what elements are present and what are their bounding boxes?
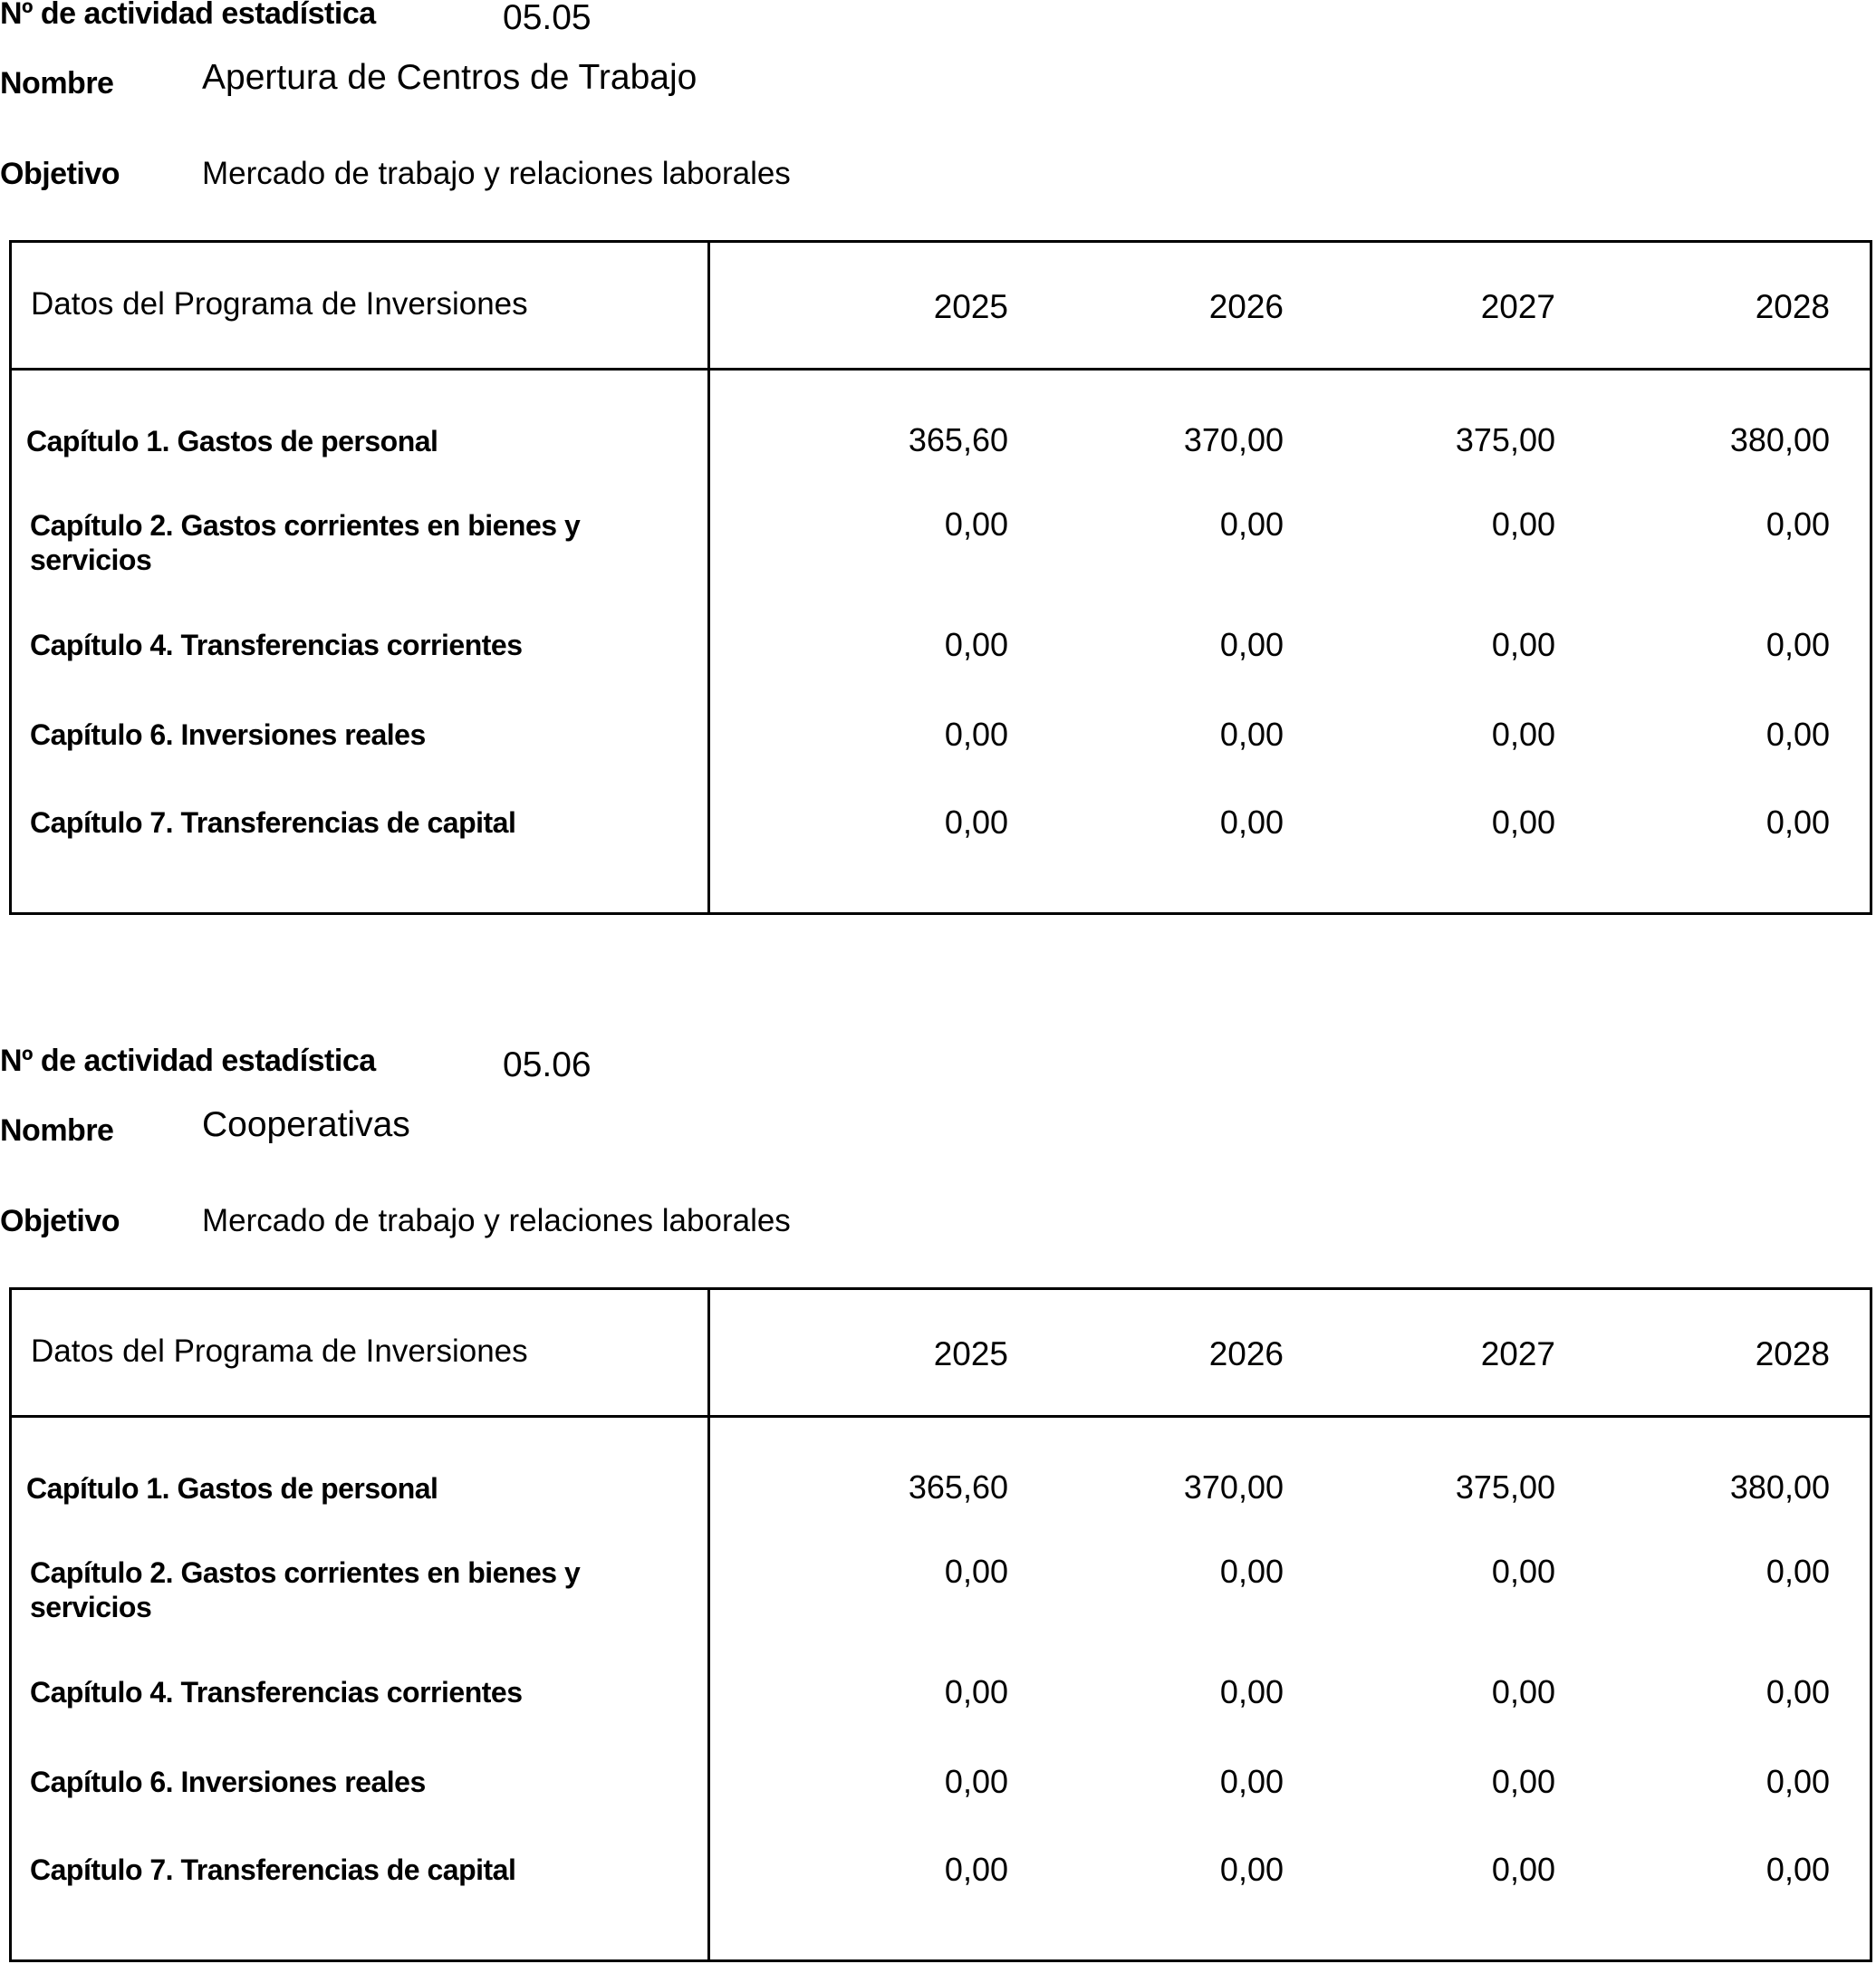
table-cell: 0,00 bbox=[944, 505, 1008, 543]
row-label: Capítulo 7. Transferencias de capital bbox=[30, 806, 516, 839]
table-cell: 0,00 bbox=[1491, 1763, 1555, 1800]
row-label: Capítulo 1. Gastos de personal bbox=[26, 425, 438, 457]
activity-number-label: Nº de actividad estadística bbox=[0, 1044, 376, 1078]
row-label: Capítulo 1. Gastos de personal bbox=[26, 1472, 438, 1505]
table-cell: 0,00 bbox=[1765, 1553, 1830, 1590]
table-cell: 375,00 bbox=[1455, 1468, 1555, 1506]
nombre-label: Nombre bbox=[0, 1113, 114, 1148]
row-label: Capítulo 4. Transferencias corrientes bbox=[30, 629, 523, 661]
objetivo-value: Mercado de trabajo y relaciones laborales bbox=[202, 1203, 791, 1238]
objetivo-value: Mercado de trabajo y relaciones laborales bbox=[202, 156, 791, 191]
year-header: 2025 bbox=[933, 288, 1008, 325]
activity-section bbox=[0, 0, 1876, 915]
year-header: 2027 bbox=[1480, 288, 1555, 325]
table-cell: 0,00 bbox=[1219, 716, 1284, 753]
table-cell: 370,00 bbox=[1183, 421, 1284, 458]
table-cell: 0,00 bbox=[944, 1673, 1008, 1710]
table-cell: 0,00 bbox=[1219, 804, 1284, 841]
row-label: Capítulo 7. Transferencias de capital bbox=[30, 1853, 516, 1886]
year-header: 2026 bbox=[1208, 1335, 1284, 1372]
table-cell: 0,00 bbox=[1765, 505, 1830, 543]
table-cell: 0,00 bbox=[1491, 1673, 1555, 1710]
table-cell: 0,00 bbox=[1219, 505, 1284, 543]
table-cell: 380,00 bbox=[1729, 421, 1830, 458]
table-cell: 375,00 bbox=[1455, 421, 1555, 458]
year-header: 2026 bbox=[1208, 288, 1284, 325]
table-cell: 0,00 bbox=[1765, 1763, 1830, 1800]
activity-number-value: 05.06 bbox=[503, 1045, 592, 1084]
table-cell: 0,00 bbox=[1491, 626, 1555, 663]
year-header: 2025 bbox=[933, 1335, 1008, 1372]
table-cell: 0,00 bbox=[1765, 626, 1830, 663]
table-cell: 0,00 bbox=[944, 1763, 1008, 1800]
table-cell: 380,00 bbox=[1729, 1468, 1830, 1506]
row-label: Capítulo 4. Transferencias corrientes bbox=[30, 1676, 523, 1709]
table-header-label: Datos del Programa de Inversiones bbox=[31, 1333, 528, 1369]
activity-section bbox=[0, 1044, 1876, 1962]
table-cell: 0,00 bbox=[1219, 1673, 1284, 1710]
table-cell: 365,60 bbox=[908, 1468, 1008, 1506]
row-label: Capítulo 2. Gastos corrientes en bienes y servicios bbox=[30, 1556, 581, 1623]
column-divider bbox=[707, 1290, 710, 1959]
table-cell: 0,00 bbox=[1219, 626, 1284, 663]
table-cell: 0,00 bbox=[1219, 1851, 1284, 1888]
table-cell: 0,00 bbox=[1491, 716, 1555, 753]
table-cell: 370,00 bbox=[1183, 1468, 1284, 1506]
table-cell: 0,00 bbox=[1491, 1553, 1555, 1590]
activity-number-value: 05.05 bbox=[503, 0, 592, 37]
header-divider bbox=[12, 368, 1870, 371]
year-header: 2028 bbox=[1755, 1335, 1830, 1372]
investment-table bbox=[9, 240, 1872, 915]
investment-table bbox=[9, 1287, 1872, 1962]
row-label: Capítulo 2. Gastos corrientes en bienes y servicios bbox=[30, 509, 581, 576]
table-cell: 0,00 bbox=[1491, 804, 1555, 841]
table-cell: 0,00 bbox=[944, 804, 1008, 841]
table-cell: 0,00 bbox=[1765, 1673, 1830, 1710]
nombre-label: Nombre bbox=[0, 66, 114, 101]
nombre-value: Apertura de Centros de Trabajo bbox=[202, 58, 697, 97]
table-cell: 0,00 bbox=[1491, 505, 1555, 543]
table-cell: 0,00 bbox=[1765, 716, 1830, 753]
objetivo-label: Objetivo bbox=[0, 1204, 120, 1238]
activity-number-label: Nº de actividad estadística bbox=[0, 0, 376, 31]
table-cell: 365,60 bbox=[908, 421, 1008, 458]
table-header-label: Datos del Programa de Inversiones bbox=[31, 286, 528, 322]
nombre-value: Cooperativas bbox=[202, 1105, 410, 1144]
table-cell: 0,00 bbox=[944, 716, 1008, 753]
row-label: Capítulo 6. Inversiones reales bbox=[30, 1766, 426, 1798]
table-cell: 0,00 bbox=[1765, 804, 1830, 841]
year-header: 2028 bbox=[1755, 288, 1830, 325]
row-label: Capítulo 6. Inversiones reales bbox=[30, 718, 426, 751]
table-cell: 0,00 bbox=[1765, 1851, 1830, 1888]
table-cell: 0,00 bbox=[944, 1851, 1008, 1888]
header-divider bbox=[12, 1415, 1870, 1418]
column-divider bbox=[707, 243, 710, 912]
year-header: 2027 bbox=[1480, 1335, 1555, 1372]
table-cell: 0,00 bbox=[1219, 1763, 1284, 1800]
objetivo-label: Objetivo bbox=[0, 157, 120, 191]
table-cell: 0,00 bbox=[944, 626, 1008, 663]
table-cell: 0,00 bbox=[1219, 1553, 1284, 1590]
table-cell: 0,00 bbox=[944, 1553, 1008, 1590]
table-cell: 0,00 bbox=[1491, 1851, 1555, 1888]
